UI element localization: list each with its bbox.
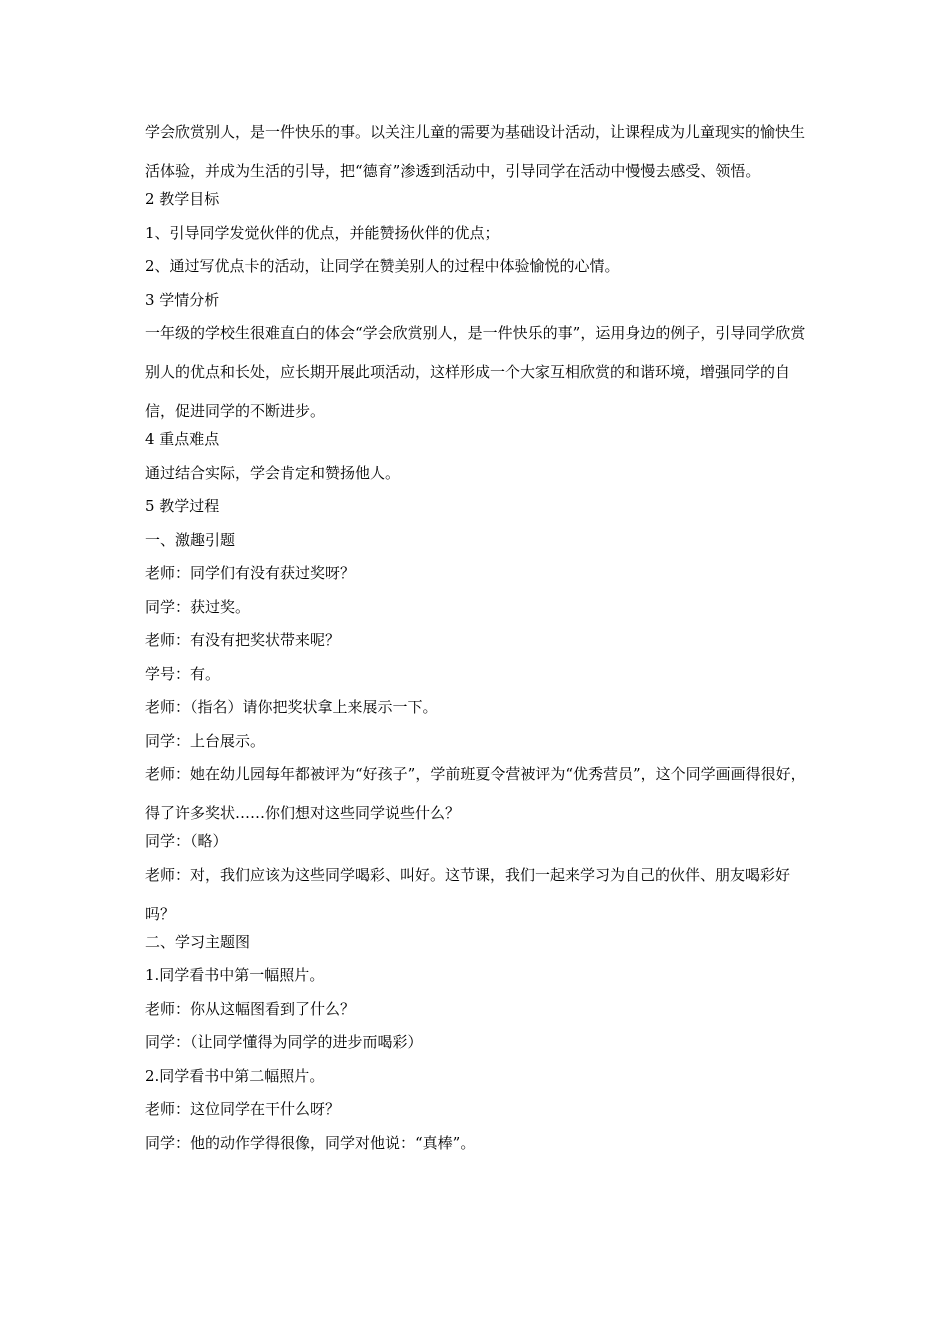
student-analysis-paragraph: 一年级的学校生很难直白的体会“学会欣赏别人，是一件快乐的事”，运用身边的例子，引导同学欣赏别人的优点和长处，应长期开展此项活动，这样形成一个大家互相欣赏的和谐环境，增强同学的自信，促进同学的不断进步。: [145, 324, 806, 420]
subsection-heading-intro: 一、激趣引题: [145, 530, 236, 549]
dialogue-line: 同学：获过奖。: [145, 597, 251, 616]
dialogue-line: 老师：有没有把奖状带来呢？: [145, 631, 341, 649]
section-heading-key-points: 4 重点难点: [145, 430, 220, 448]
section-heading-teaching-goals: 2 教学目标: [145, 190, 220, 208]
intro-paragraph: 学会欣赏别人，是一件快乐的事。以关注儿童的需要为基础设计活动，让课程成为儿童现实的愉快生活体验，并成为生活的引导，把“德育”渗透到活动中，引导同学在活动中慢慢去感受、领悟。: [145, 123, 806, 180]
dialogue-line: 同学：他的动作学得很像，同学对他说：“真棒”。: [145, 1133, 476, 1152]
dialogue-line: 同学：（让同学懂得为同学的进步而喝彩）: [145, 1033, 423, 1051]
dialogue-line: 学号：有。: [145, 664, 221, 683]
dialogue-line: 老师：（指名）请你把奖状拿上来展示一下。: [145, 698, 438, 716]
dialogue-line: 老师：你从这幅图看到了什么？: [145, 999, 356, 1018]
dialogue-line: 同学：上台展示。: [145, 731, 266, 750]
section-heading-teaching-process: 5 教学过程: [145, 497, 220, 515]
step-line: 1.同学看书中第一幅照片。: [145, 966, 325, 984]
goal-item-1: 1、引导同学发觉伙伴的优点，并能赞扬伙伴的优点；: [145, 223, 500, 242]
dialogue-line: 老师：她在幼儿园每年都被评为“好孩子”，学前班夏令营被评为“优秀营员”，这个同学画画得很好，得了许多奖状……你们想对这些同学说些什么？: [145, 765, 806, 822]
subsection-heading-theme-picture: 二、学习主题图: [145, 932, 251, 951]
section-heading-student-analysis: 3 学情分析: [145, 290, 220, 309]
dialogue-line: 老师：同学们有没有获过奖呀？: [145, 564, 356, 582]
document-body: [145, 122, 810, 1166]
step-line: 2.同学看书中第二幅照片。: [145, 1066, 325, 1085]
key-points-text: 通过结合实际，学会肯定和赞扬他人。: [145, 463, 401, 482]
dialogue-line: 同学：（略）: [145, 832, 228, 850]
goal-item-2: 2、通过写优点卡的活动，让同学在赞美别人的过程中体验愉悦的心情。: [145, 257, 620, 275]
dialogue-line: 老师：对，我们应该为这些同学喝彩、叫好。这节课，我们一起来学习为自己的伙伴、朋友喝彩好吗？: [145, 865, 791, 923]
dialogue-line: 老师：这位同学在干什么呀？: [145, 1100, 341, 1118]
